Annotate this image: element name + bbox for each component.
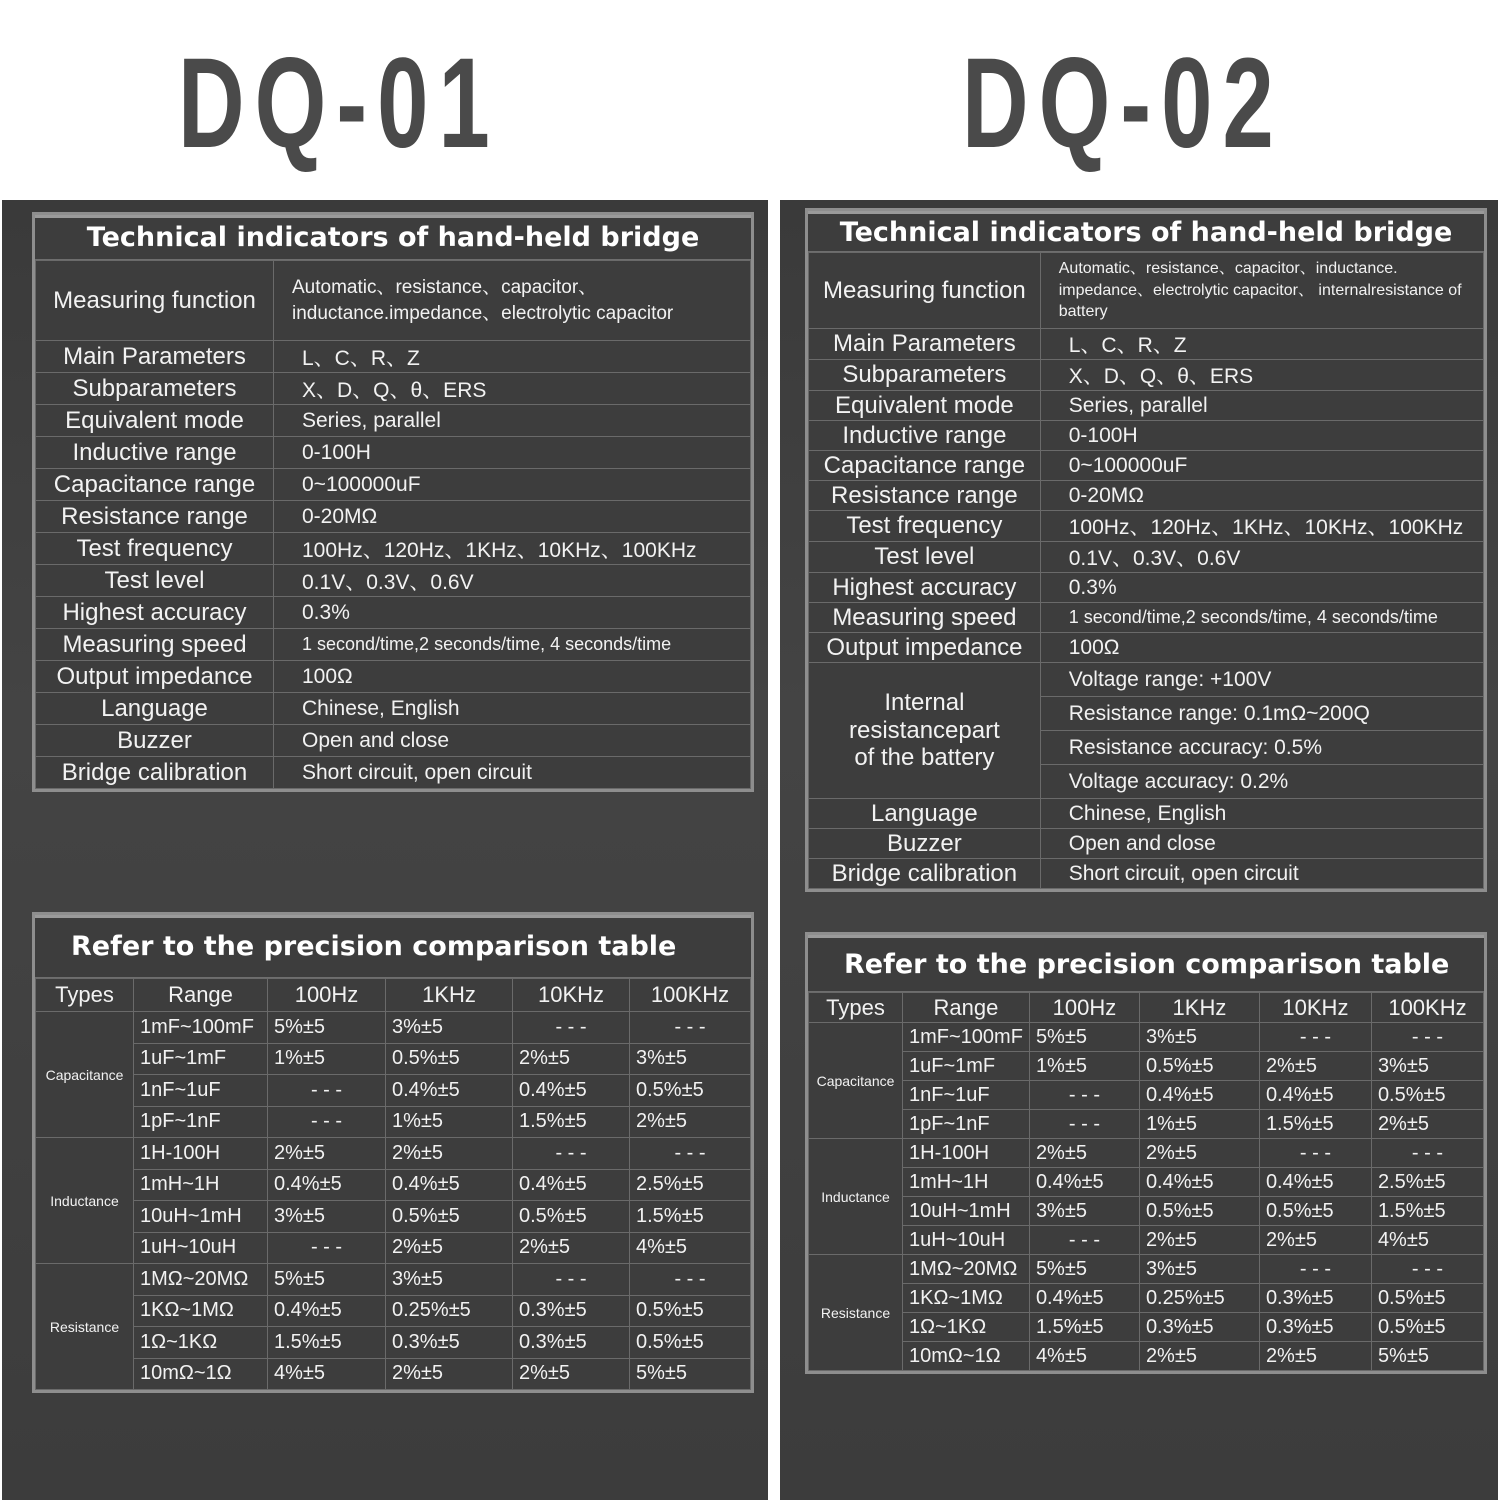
- precision-cell: 5%±5: [1029, 1023, 1139, 1052]
- precision-cell: - - -: [1371, 1139, 1483, 1168]
- spec-value: Resistance accuracy: 0.5%: [1040, 731, 1483, 765]
- precision-cell: 2%±5: [1259, 1226, 1371, 1255]
- spec-row: [36, 341, 751, 373]
- precision-cell: 0.4%±5: [268, 1169, 386, 1201]
- precision-row: [36, 1232, 751, 1264]
- type-label: Capacitance: [36, 1012, 134, 1138]
- spec-key: Main Parameters: [36, 341, 274, 373]
- precision-cell: 0.4%±5: [1029, 1168, 1139, 1197]
- precision-cell: 0.3%±5: [1259, 1284, 1371, 1313]
- precision-cell: - - -: [1259, 1023, 1371, 1052]
- spec-value: X、D、Q、θ、ERS: [274, 373, 751, 405]
- panel-dq01: [2, 200, 768, 1500]
- spec-row: [36, 629, 751, 661]
- precision-row: [809, 1342, 1484, 1371]
- range-cell: 1nF~1uF: [134, 1075, 268, 1107]
- range-cell: 1Ω~1KΩ: [903, 1313, 1030, 1342]
- precision-row: [36, 1358, 751, 1390]
- spec-value: Series, parallel: [1040, 391, 1483, 421]
- spec-value: Voltage accuracy: 0.2%: [1040, 765, 1483, 799]
- spec-row: [809, 360, 1484, 391]
- precision-cell: 3%±5: [1139, 1255, 1259, 1284]
- precision-cell: 2%±5: [1029, 1139, 1139, 1168]
- spec-value: 100Ω: [1040, 633, 1483, 663]
- precision-cell: 4%±5: [1029, 1342, 1139, 1371]
- column-header: 1KHz: [386, 979, 513, 1012]
- spec-row: [36, 725, 751, 757]
- precision-cell: - - -: [513, 1012, 630, 1044]
- spec-key: Language: [809, 799, 1041, 829]
- precision-cell: - - -: [268, 1075, 386, 1107]
- spec-key: Resistance range: [809, 481, 1041, 511]
- type-label: Resistance: [809, 1255, 903, 1371]
- precision-cell: 0.5%±5: [1139, 1197, 1259, 1226]
- spec-key: Inductive range: [809, 421, 1041, 451]
- spec-key: Capacitance range: [809, 451, 1041, 481]
- spec-key: Test level: [36, 565, 274, 597]
- precision-row: [809, 1052, 1484, 1081]
- column-header: 10KHz: [513, 979, 630, 1012]
- spec-value: Series, parallel: [274, 405, 751, 437]
- range-cell: 1uF~1mF: [134, 1043, 268, 1075]
- precision-cell: 0.4%±5: [513, 1075, 630, 1107]
- spec-row: [36, 501, 751, 533]
- range-cell: 1Ω~1KΩ: [134, 1327, 268, 1359]
- spec-row: [36, 597, 751, 629]
- spec-value: 0.1V、0.3V、0.6V: [1040, 542, 1483, 573]
- precision-row: [36, 1138, 751, 1170]
- spec-value: Open and close: [1040, 829, 1483, 859]
- precision-cell: - - -: [1371, 1255, 1483, 1284]
- precision-cell: 0.5%±5: [386, 1201, 513, 1233]
- spec-key: Main Parameters: [809, 329, 1041, 360]
- spec-key: Capacitance range: [36, 469, 274, 501]
- spec-title: Technical indicators of hand-held bridge: [35, 215, 751, 260]
- column-header: 100Hz: [268, 979, 386, 1012]
- precision-cell: 0.5%±5: [1371, 1284, 1483, 1313]
- precision-row: [809, 1226, 1484, 1255]
- precision-row: [36, 1012, 751, 1044]
- precision-cell: - - -: [1371, 1023, 1483, 1052]
- spec-value: Chinese, English: [1040, 799, 1483, 829]
- column-header: 100KHz: [630, 979, 751, 1012]
- range-cell: 1H-100H: [134, 1138, 268, 1170]
- spec-key: Equivalent mode: [809, 391, 1041, 421]
- spec-row: [809, 391, 1484, 421]
- precision-cell: 5%±5: [268, 1012, 386, 1044]
- precision-cell: 2%±5: [386, 1138, 513, 1170]
- precision-cell: 0.5%±5: [386, 1043, 513, 1075]
- spec-value: 1 second/time,2 seconds/time, 4 seconds/time: [1040, 603, 1483, 633]
- spec-key: Bridge calibration: [36, 757, 274, 789]
- spec-value: Automatic、resistance、capacitor、inductance. impedance、electrolytic capacitor、 internalresistance of battery: [1040, 253, 1483, 329]
- precision-cell: 2%±5: [268, 1138, 386, 1170]
- precision-cell: 0.5%±5: [1371, 1081, 1483, 1110]
- precision-cell: - - -: [1259, 1255, 1371, 1284]
- precision-cell: - - -: [1259, 1139, 1371, 1168]
- precision-cell: 4%±5: [630, 1232, 751, 1264]
- precision-row: [36, 1169, 751, 1201]
- precision-cell: 2%±5: [386, 1232, 513, 1264]
- precision-title: Refer to the precision comparison table: [808, 935, 1484, 992]
- precision-cell: - - -: [268, 1232, 386, 1264]
- precision-cell: 1.5%±5: [1259, 1110, 1371, 1139]
- precision-title: Refer to the precision comparison table: [35, 915, 751, 978]
- precision-cell: - - -: [1029, 1226, 1139, 1255]
- precision-cell: 0.5%±5: [1139, 1052, 1259, 1081]
- spec-row: [36, 437, 751, 469]
- spec-value: L、C、R、Z: [1040, 329, 1483, 360]
- spec-row: [36, 757, 751, 789]
- precision-cell: 1.5%±5: [1371, 1197, 1483, 1226]
- spec-key: Test frequency: [36, 533, 274, 565]
- range-cell: 1uH~10uH: [134, 1232, 268, 1264]
- spec-key: Inductive range: [36, 437, 274, 469]
- column-header: Types: [809, 993, 903, 1023]
- precision-cell: 3%±5: [630, 1043, 751, 1075]
- spec-value: Automatic、resistance、capacitor、 inductance.impedance、electrolytic capacitor: [274, 261, 751, 341]
- spec-value: X、D、Q、θ、ERS: [1040, 360, 1483, 391]
- type-label: Inductance: [36, 1138, 134, 1264]
- panel-dq02: [780, 200, 1498, 1500]
- spec-table: [35, 260, 751, 789]
- precision-cell: 1.5%±5: [630, 1201, 751, 1233]
- spec-key: Measuring speed: [36, 629, 274, 661]
- type-label: Resistance: [36, 1264, 134, 1390]
- precision-cell: 0.3%±5: [1259, 1313, 1371, 1342]
- precision-cell: - - -: [268, 1106, 386, 1138]
- precision-cell: 0.4%±5: [1139, 1081, 1259, 1110]
- precision-cell: 4%±5: [268, 1358, 386, 1390]
- model-title-dq01: DQ-01: [178, 32, 500, 175]
- precision-cell: 2%±5: [630, 1106, 751, 1138]
- precision-cell: 2%±5: [1371, 1110, 1483, 1139]
- precision-cell: 0.4%±5: [386, 1169, 513, 1201]
- column-header: 100KHz: [1371, 993, 1483, 1023]
- precision-cell: 2.5%±5: [630, 1169, 751, 1201]
- spec-key: Buzzer: [36, 725, 274, 757]
- spec-row: [809, 481, 1484, 511]
- precision-cell: 1%±5: [1139, 1110, 1259, 1139]
- spec-value: Short circuit, open circuit: [1040, 859, 1483, 889]
- spec-row: [36, 261, 751, 341]
- precision-cell: 0.4%±5: [1139, 1168, 1259, 1197]
- range-cell: 1mH~1H: [134, 1169, 268, 1201]
- spec-key: Subparameters: [809, 360, 1041, 391]
- precision-cell: 0.25%±5: [1139, 1284, 1259, 1313]
- column-header: 1KHz: [1139, 993, 1259, 1023]
- precision-cell: 0.3%±5: [386, 1327, 513, 1359]
- spec-row: [36, 469, 751, 501]
- spec-row: [809, 573, 1484, 603]
- precision-table: [808, 992, 1484, 1371]
- spec-value: 100Hz、120Hz、1KHz、10KHz、100KHz: [274, 533, 751, 565]
- spec-key: Measuring speed: [809, 603, 1041, 633]
- spec-value: L、C、R、Z: [274, 341, 751, 373]
- spec-key: Resistance range: [36, 501, 274, 533]
- precision-cell: 0.5%±5: [513, 1201, 630, 1233]
- type-label: Capacitance: [809, 1023, 903, 1139]
- precision-cell: - - -: [513, 1264, 630, 1296]
- spec-row: [36, 661, 751, 693]
- spec-row-battery: [809, 663, 1484, 697]
- precision-cell: 1.5%±5: [513, 1106, 630, 1138]
- spec-row: [809, 511, 1484, 542]
- spec-value: 0-100H: [1040, 421, 1483, 451]
- precision-cell: 2%±5: [513, 1358, 630, 1390]
- range-cell: 1mH~1H: [903, 1168, 1030, 1197]
- spec-row: [809, 633, 1484, 663]
- spec-row: [809, 329, 1484, 360]
- range-cell: 10uH~1mH: [134, 1201, 268, 1233]
- precision-cell: - - -: [630, 1012, 751, 1044]
- spec-row: [809, 799, 1484, 829]
- spec-row: [809, 603, 1484, 633]
- spec-value: 1 second/time,2 seconds/time, 4 seconds/time: [274, 629, 751, 661]
- precision-cell: 2%±5: [513, 1232, 630, 1264]
- precision-row: [809, 1313, 1484, 1342]
- spec-row: [809, 859, 1484, 889]
- spec-card: [805, 208, 1487, 892]
- precision-row: [36, 1295, 751, 1327]
- precision-row: [809, 1168, 1484, 1197]
- range-cell: 10mΩ~1Ω: [903, 1342, 1030, 1371]
- precision-cell: 0.3%±5: [1139, 1313, 1259, 1342]
- spec-table: [808, 252, 1484, 889]
- spec-key: Test frequency: [809, 511, 1041, 542]
- precision-cell: 3%±5: [386, 1264, 513, 1296]
- spec-key: Highest accuracy: [36, 597, 274, 629]
- precision-row: [809, 1139, 1484, 1168]
- model-title-dq02: DQ-02: [962, 32, 1284, 175]
- spec-key: Equivalent mode: [36, 405, 274, 437]
- range-cell: 1nF~1uF: [903, 1081, 1030, 1110]
- column-header: Range: [134, 979, 268, 1012]
- precision-row: [809, 1081, 1484, 1110]
- range-cell: 1uF~1mF: [903, 1052, 1030, 1081]
- precision-cell: - - -: [630, 1264, 751, 1296]
- spec-key: Internal resistancepart of the battery: [809, 663, 1041, 799]
- precision-row: [809, 1197, 1484, 1226]
- precision-cell: 2%±5: [1139, 1342, 1259, 1371]
- spec-value: 100Ω: [274, 661, 751, 693]
- spec-row: [36, 373, 751, 405]
- precision-cell: 0.3%±5: [513, 1295, 630, 1327]
- precision-cell: 3%±5: [268, 1201, 386, 1233]
- spec-key: Measuring function: [809, 253, 1041, 329]
- spec-row: [36, 693, 751, 725]
- precision-cell: 0.5%±5: [630, 1075, 751, 1107]
- column-header: 100Hz: [1029, 993, 1139, 1023]
- precision-row: [809, 1110, 1484, 1139]
- precision-cell: 0.4%±5: [1259, 1168, 1371, 1197]
- precision-cell: 3%±5: [1029, 1197, 1139, 1226]
- spec-key: Subparameters: [36, 373, 274, 405]
- range-cell: 1pF~1nF: [903, 1110, 1030, 1139]
- spec-value: Open and close: [274, 725, 751, 757]
- precision-cell: 5%±5: [1029, 1255, 1139, 1284]
- precision-cell: 2%±5: [1139, 1226, 1259, 1255]
- spec-value: 0.3%: [1040, 573, 1483, 603]
- precision-row: [809, 1255, 1484, 1284]
- precision-cell: 5%±5: [630, 1358, 751, 1390]
- precision-cell: - - -: [630, 1138, 751, 1170]
- precision-cell: - - -: [513, 1138, 630, 1170]
- spec-row: [36, 565, 751, 597]
- spec-key: Output impedance: [36, 661, 274, 693]
- spec-card: [32, 212, 754, 792]
- spec-title: Technical indicators of hand-held bridge: [808, 211, 1484, 252]
- precision-cell: 0.3%±5: [513, 1327, 630, 1359]
- precision-row: [36, 1201, 751, 1233]
- precision-cell: 1%±5: [268, 1043, 386, 1075]
- precision-card: [32, 912, 754, 1393]
- spec-row: [809, 542, 1484, 573]
- spec-value: Resistance range: 0.1mΩ~200Q: [1040, 697, 1483, 731]
- type-label: Inductance: [809, 1139, 903, 1255]
- precision-cell: 3%±5: [1371, 1052, 1483, 1081]
- spec-row: [36, 405, 751, 437]
- range-cell: 1MΩ~20MΩ: [134, 1264, 268, 1296]
- range-cell: 1pF~1nF: [134, 1106, 268, 1138]
- precision-cell: 0.25%±5: [386, 1295, 513, 1327]
- precision-cell: 0.4%±5: [513, 1169, 630, 1201]
- precision-row: [36, 1043, 751, 1075]
- precision-cell: 1.5%±5: [1029, 1313, 1139, 1342]
- spec-value: 0-20MΩ: [1040, 481, 1483, 511]
- spec-key: Highest accuracy: [809, 573, 1041, 603]
- spec-row: [809, 253, 1484, 329]
- precision-cell: 2%±5: [1259, 1052, 1371, 1081]
- spec-key: Test level: [809, 542, 1041, 573]
- spec-row: [809, 829, 1484, 859]
- precision-cell: 2%±5: [1139, 1139, 1259, 1168]
- column-header: Range: [903, 993, 1030, 1023]
- spec-value: Chinese, English: [274, 693, 751, 725]
- precision-cell: 3%±5: [1139, 1023, 1259, 1052]
- precision-cell: 1%±5: [386, 1106, 513, 1138]
- precision-cell: 0.4%±5: [268, 1295, 386, 1327]
- spec-key: Measuring function: [36, 261, 274, 341]
- range-cell: 1mF~100mF: [903, 1023, 1030, 1052]
- precision-cell: - - -: [1029, 1081, 1139, 1110]
- precision-cell: 2%±5: [386, 1358, 513, 1390]
- range-cell: 1KΩ~1MΩ: [903, 1284, 1030, 1313]
- spec-row: [809, 451, 1484, 481]
- precision-card: [805, 932, 1487, 1374]
- spec-key: Buzzer: [809, 829, 1041, 859]
- spec-value: Voltage range: +100V: [1040, 663, 1483, 697]
- column-header: Types: [36, 979, 134, 1012]
- precision-cell: 3%±5: [386, 1012, 513, 1044]
- precision-cell: 0.5%±5: [630, 1327, 751, 1359]
- precision-cell: 5%±5: [1371, 1342, 1483, 1371]
- range-cell: 1KΩ~1MΩ: [134, 1295, 268, 1327]
- range-cell: 1MΩ~20MΩ: [903, 1255, 1030, 1284]
- precision-cell: 4%±5: [1371, 1226, 1483, 1255]
- spec-value: 0.1V、0.3V、0.6V: [274, 565, 751, 597]
- precision-cell: 0.4%±5: [1029, 1284, 1139, 1313]
- precision-cell: 1%±5: [1029, 1052, 1139, 1081]
- precision-table: [35, 978, 751, 1390]
- spec-value: 0.3%: [274, 597, 751, 629]
- spec-key: Output impedance: [809, 633, 1041, 663]
- spec-value: 0~100000uF: [274, 469, 751, 501]
- spec-value: 0~100000uF: [1040, 451, 1483, 481]
- precision-cell: 0.4%±5: [386, 1075, 513, 1107]
- precision-cell: 0.5%±5: [630, 1295, 751, 1327]
- precision-cell: 5%±5: [268, 1264, 386, 1296]
- precision-row: [809, 1284, 1484, 1313]
- precision-cell: 2%±5: [1259, 1342, 1371, 1371]
- precision-row: [36, 1106, 751, 1138]
- precision-cell: 2.5%±5: [1371, 1168, 1483, 1197]
- column-header: 10KHz: [1259, 993, 1371, 1023]
- spec-row: [809, 421, 1484, 451]
- precision-cell: 1.5%±5: [268, 1327, 386, 1359]
- range-cell: 10mΩ~1Ω: [134, 1358, 268, 1390]
- spec-value: 0-100H: [274, 437, 751, 469]
- spec-value: 100Hz、120Hz、1KHz、10KHz、100KHz: [1040, 511, 1483, 542]
- spec-key: Bridge calibration: [809, 859, 1041, 889]
- precision-row: [36, 1075, 751, 1107]
- precision-cell: 0.4%±5: [1259, 1081, 1371, 1110]
- precision-row: [36, 1264, 751, 1296]
- precision-cell: 0.5%±5: [1371, 1313, 1483, 1342]
- precision-cell: 2%±5: [513, 1043, 630, 1075]
- precision-cell: - - -: [1029, 1110, 1139, 1139]
- range-cell: 10uH~1mH: [903, 1197, 1030, 1226]
- precision-row: [36, 1327, 751, 1359]
- spec-value: 0-20MΩ: [274, 501, 751, 533]
- precision-row: [809, 1023, 1484, 1052]
- spec-value: Short circuit, open circuit: [274, 757, 751, 789]
- spec-key: Language: [36, 693, 274, 725]
- range-cell: 1H-100H: [903, 1139, 1030, 1168]
- range-cell: 1uH~10uH: [903, 1226, 1030, 1255]
- range-cell: 1mF~100mF: [134, 1012, 268, 1044]
- precision-cell: 0.5%±5: [1259, 1197, 1371, 1226]
- spec-row: [36, 533, 751, 565]
